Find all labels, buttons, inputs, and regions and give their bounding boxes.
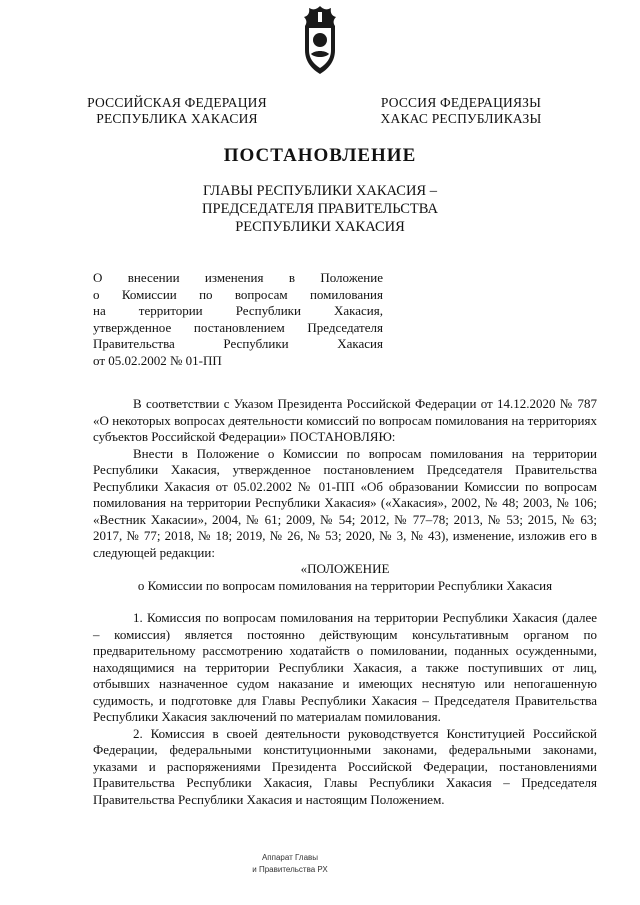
regulation-title: «ПОЛОЖЕНИЕ xyxy=(300,561,390,576)
subject-word: о xyxy=(93,286,100,302)
preamble-paragraph: В соответствии с Указом Президента Российской Федерации от 14.12.2020 № 787 «О некоторых вопросах деятельности комиссий по вопросам помилования на территориях субъектов Российской Федерации» ПОСТАНОВЛЯЮ: xyxy=(93,396,597,444)
header-right-line: ХАКАС РЕСПУБЛИКАЗЫ xyxy=(380,111,542,126)
subject-word: Положение xyxy=(320,270,383,285)
subject-line xyxy=(93,287,383,304)
header-khakas-republic xyxy=(372,95,550,127)
office-stamp xyxy=(230,852,350,876)
stamp-line: Аппарат Главы xyxy=(261,853,319,862)
subject-word: Республики xyxy=(223,336,289,351)
coat-of-arms-icon xyxy=(295,4,345,76)
subject-word: Хакасия, xyxy=(333,303,383,318)
subject-word: Правительства xyxy=(93,336,175,351)
item-1-paragraph: Внести в Положение о Комиссии по вопросам помилования на территории Республики Хакасия, утвержденное постановлением Председателя Правительства Республики Хакасия от 05.02.2002 № 01-ПП «Об образовании Комиссии по вопросам помилования на территории Республики Хакасия» («Хакасия», 2002, № 48; 2003, № 106; «Вестник Хакасии», 2004, № 61; 2009, № 54; 2012, № 77–78; 2013, № 53; 2015, № 63; 2017, № 77; 2018, № 18; 2019, № 26, № 53; 2020, № 3, № 43), изменение, изложив его в следующей редакции: xyxy=(93,445,597,560)
subject-word: внесении xyxy=(127,270,180,285)
subject-word: Хакасия xyxy=(337,336,383,351)
issuer-block xyxy=(150,182,490,236)
issuer-line: ГЛАВЫ РЕСПУБЛИКИ ХАКАСИЯ – xyxy=(203,183,437,199)
subject-word: Комиссии xyxy=(121,286,177,302)
subject-line xyxy=(93,303,383,320)
regulation-paragraph-2: 2. Комиссия в своей деятельности руководствуется Конституцией Российской Федерации, федеральными конституционными законами, федеральными законами, указами и распоряжениями Президента Российской Федерации, постановлениями Правительства Республики Хакасия, Главы Республики Хакасия – Председателя Правительства Республики Хакасия и настоящим Положением. xyxy=(93,725,597,807)
subject-word: вопросам xyxy=(234,286,288,302)
subject-word: помилования xyxy=(309,286,383,302)
issuer-line: РЕСПУБЛИКИ ХАКАСИЯ xyxy=(235,219,405,235)
document-body xyxy=(93,396,597,808)
subject-word: по xyxy=(199,286,213,302)
regulation-paragraph-1: 1. Комиссия по вопросам помилования на территории Республики Хакасия (далее – комиссия) является постоянно действующим консультативным органом по предварительному рассмотрению ходатайств о помиловании, поданных осужденными, находящимися на территории Республики Хакасия, а также поступивших от лиц, отбывших назначенное судом наказание и имеющих неснятую или непогашенную судимость, и подготовке для Главы Республики Хакасия – Председателя Правительства Республики Хакасия заключений по материалам помилования. xyxy=(93,610,597,724)
subject-block xyxy=(93,270,383,369)
header-left-line: РЕСПУБЛИКА ХАКАСИЯ xyxy=(96,111,258,126)
header-russian-federation xyxy=(82,95,272,127)
subject-line: от 05.02.2002 № 01-ПП xyxy=(93,352,222,368)
stamp-line: и Правительства РХ xyxy=(252,865,328,874)
subject-word: в xyxy=(288,270,295,285)
subject-word: О xyxy=(93,270,103,285)
subject-line xyxy=(93,320,383,337)
subject-word: территории xyxy=(138,303,203,318)
subject-word: на xyxy=(93,303,106,318)
subject-word: Председателя xyxy=(307,319,383,335)
subject-word: Республики xyxy=(235,303,301,318)
document-title: ПОСТАНОВЛЕНИЕ xyxy=(223,145,417,166)
subject-word: изменения xyxy=(204,270,264,285)
header-right-line: РОССИЯ ФЕДЕРАЦИЯЗЫ xyxy=(380,95,542,110)
header-left-line: РОССИЙСКАЯ ФЕДЕРАЦИЯ xyxy=(87,95,267,110)
subject-word: постановлением xyxy=(193,319,285,335)
subject-line xyxy=(93,336,383,353)
regulation-subtitle: о Комиссии по вопросам помилования на территории Республики Хакасия xyxy=(137,577,553,593)
subject-line xyxy=(93,270,383,287)
issuer-line: ПРЕДСЕДАТЕЛЯ ПРАВИТЕЛЬСТВА xyxy=(202,201,438,217)
subject-word: утвержденное xyxy=(93,319,172,335)
